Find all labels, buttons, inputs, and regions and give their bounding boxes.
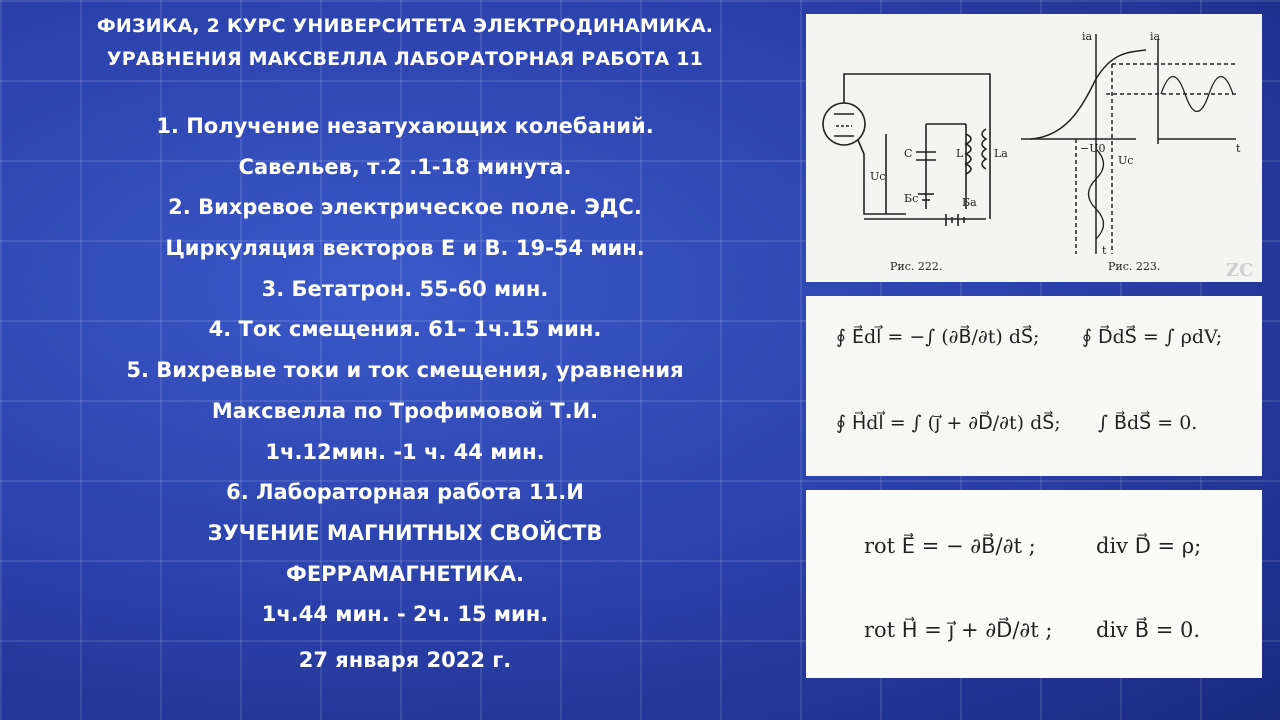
- integral-equations-panel: [806, 296, 1262, 476]
- label-t-1: t: [1236, 142, 1241, 155]
- label-ba: Бa: [962, 196, 977, 209]
- lecture-date: 27 января 2022 г.: [298, 648, 512, 672]
- label-bc: Бc: [904, 192, 919, 205]
- integral-eq-1: ∮ E⃗dl⃗ = −∫ (∂B⃗/∂t) dS⃗;: [836, 326, 1040, 348]
- topic-line: 5. Вихревые токи и ток смещения, уравнения: [126, 358, 684, 383]
- figure-caption-223: Рис. 223.: [1108, 260, 1161, 273]
- label-l: L: [956, 147, 964, 160]
- circuit-figure: [806, 14, 1262, 282]
- integral-eq-3: ∮ H⃗dl⃗ = ∫ (j⃗ + ∂D⃗/∂t) dS⃗;: [836, 412, 1061, 434]
- topic-line: Савельев, т.2 .1-18 минута.: [238, 154, 572, 179]
- topic-line: 3. Бетатрон. 55-60 мин.: [261, 276, 549, 301]
- topic-line: 6. Лабораторная работа 11.И: [226, 480, 584, 505]
- topic-line: 2. Вихревое электрическое поле. ЭДС.: [168, 195, 642, 220]
- label-t-2: t: [1102, 244, 1107, 257]
- differential-eq-3: rot H⃗ = j⃗ + ∂D⃗/∂t ;: [864, 618, 1053, 642]
- integral-eq-4: ∫ B⃗dS⃗ = 0.: [1098, 412, 1198, 434]
- differential-equations-panel: [806, 490, 1262, 678]
- topic-list: [0, 106, 810, 635]
- vacuum-tube-icon: [823, 103, 865, 145]
- label-c: C: [904, 147, 913, 160]
- topic-line: Циркуляция векторов Е и В. 19-54 мин.: [165, 236, 645, 261]
- topic-line: Максвелла по Трофимовой Т.И.: [211, 398, 599, 423]
- topic-line: 1ч.12мин. -1 ч. 44 мин.: [265, 439, 545, 464]
- topic-line: ЗУЧЕНИЕ МАГНИТНЫХ СВОЙСТВ: [207, 520, 603, 545]
- topic-line: 4. Ток смещения. 61- 1ч.15 мин.: [208, 317, 602, 342]
- page-title: [10, 10, 800, 76]
- label-uc: Uc: [870, 170, 886, 183]
- figure-caption-222: Рис. 222.: [890, 260, 943, 273]
- watermark: ZC: [1226, 260, 1254, 281]
- topic-line: ФЕРРАМАГНЕТИКА.: [286, 561, 524, 586]
- label-u0: −U0: [1080, 142, 1106, 155]
- topic-line: 1ч.44 мин. - 2ч. 15 мин.: [261, 602, 549, 627]
- label-ia-1: ia: [1082, 30, 1093, 43]
- differential-eq-2: div D⃗ = ρ;: [1096, 534, 1202, 558]
- topic-line: 1. Получение незатухающих колебаний.: [156, 114, 654, 138]
- label-ia-2: ia: [1150, 30, 1161, 43]
- circuit-figure-panel: [806, 14, 1262, 282]
- differential-eq-4: div B⃗ = 0.: [1096, 618, 1201, 642]
- title-line-2: УРАВНЕНИЯ МАКСВЕЛЛА ЛАБОРАТОРНАЯ РАБОТА 11: [106, 48, 704, 70]
- title-line-1: ФИЗИКА, 2 КУРС УНИВЕРСИТЕТА ЭЛЕКТРОДИНАМИКА.: [96, 15, 714, 37]
- integral-eq-2: ∮ D⃗dS⃗ = ∫ ρdV;: [1082, 326, 1223, 348]
- differential-eq-1: rot E⃗ = − ∂B⃗/∂t ;: [864, 534, 1036, 558]
- label-uc-2: Uc: [1118, 154, 1134, 167]
- label-la: La: [994, 147, 1008, 160]
